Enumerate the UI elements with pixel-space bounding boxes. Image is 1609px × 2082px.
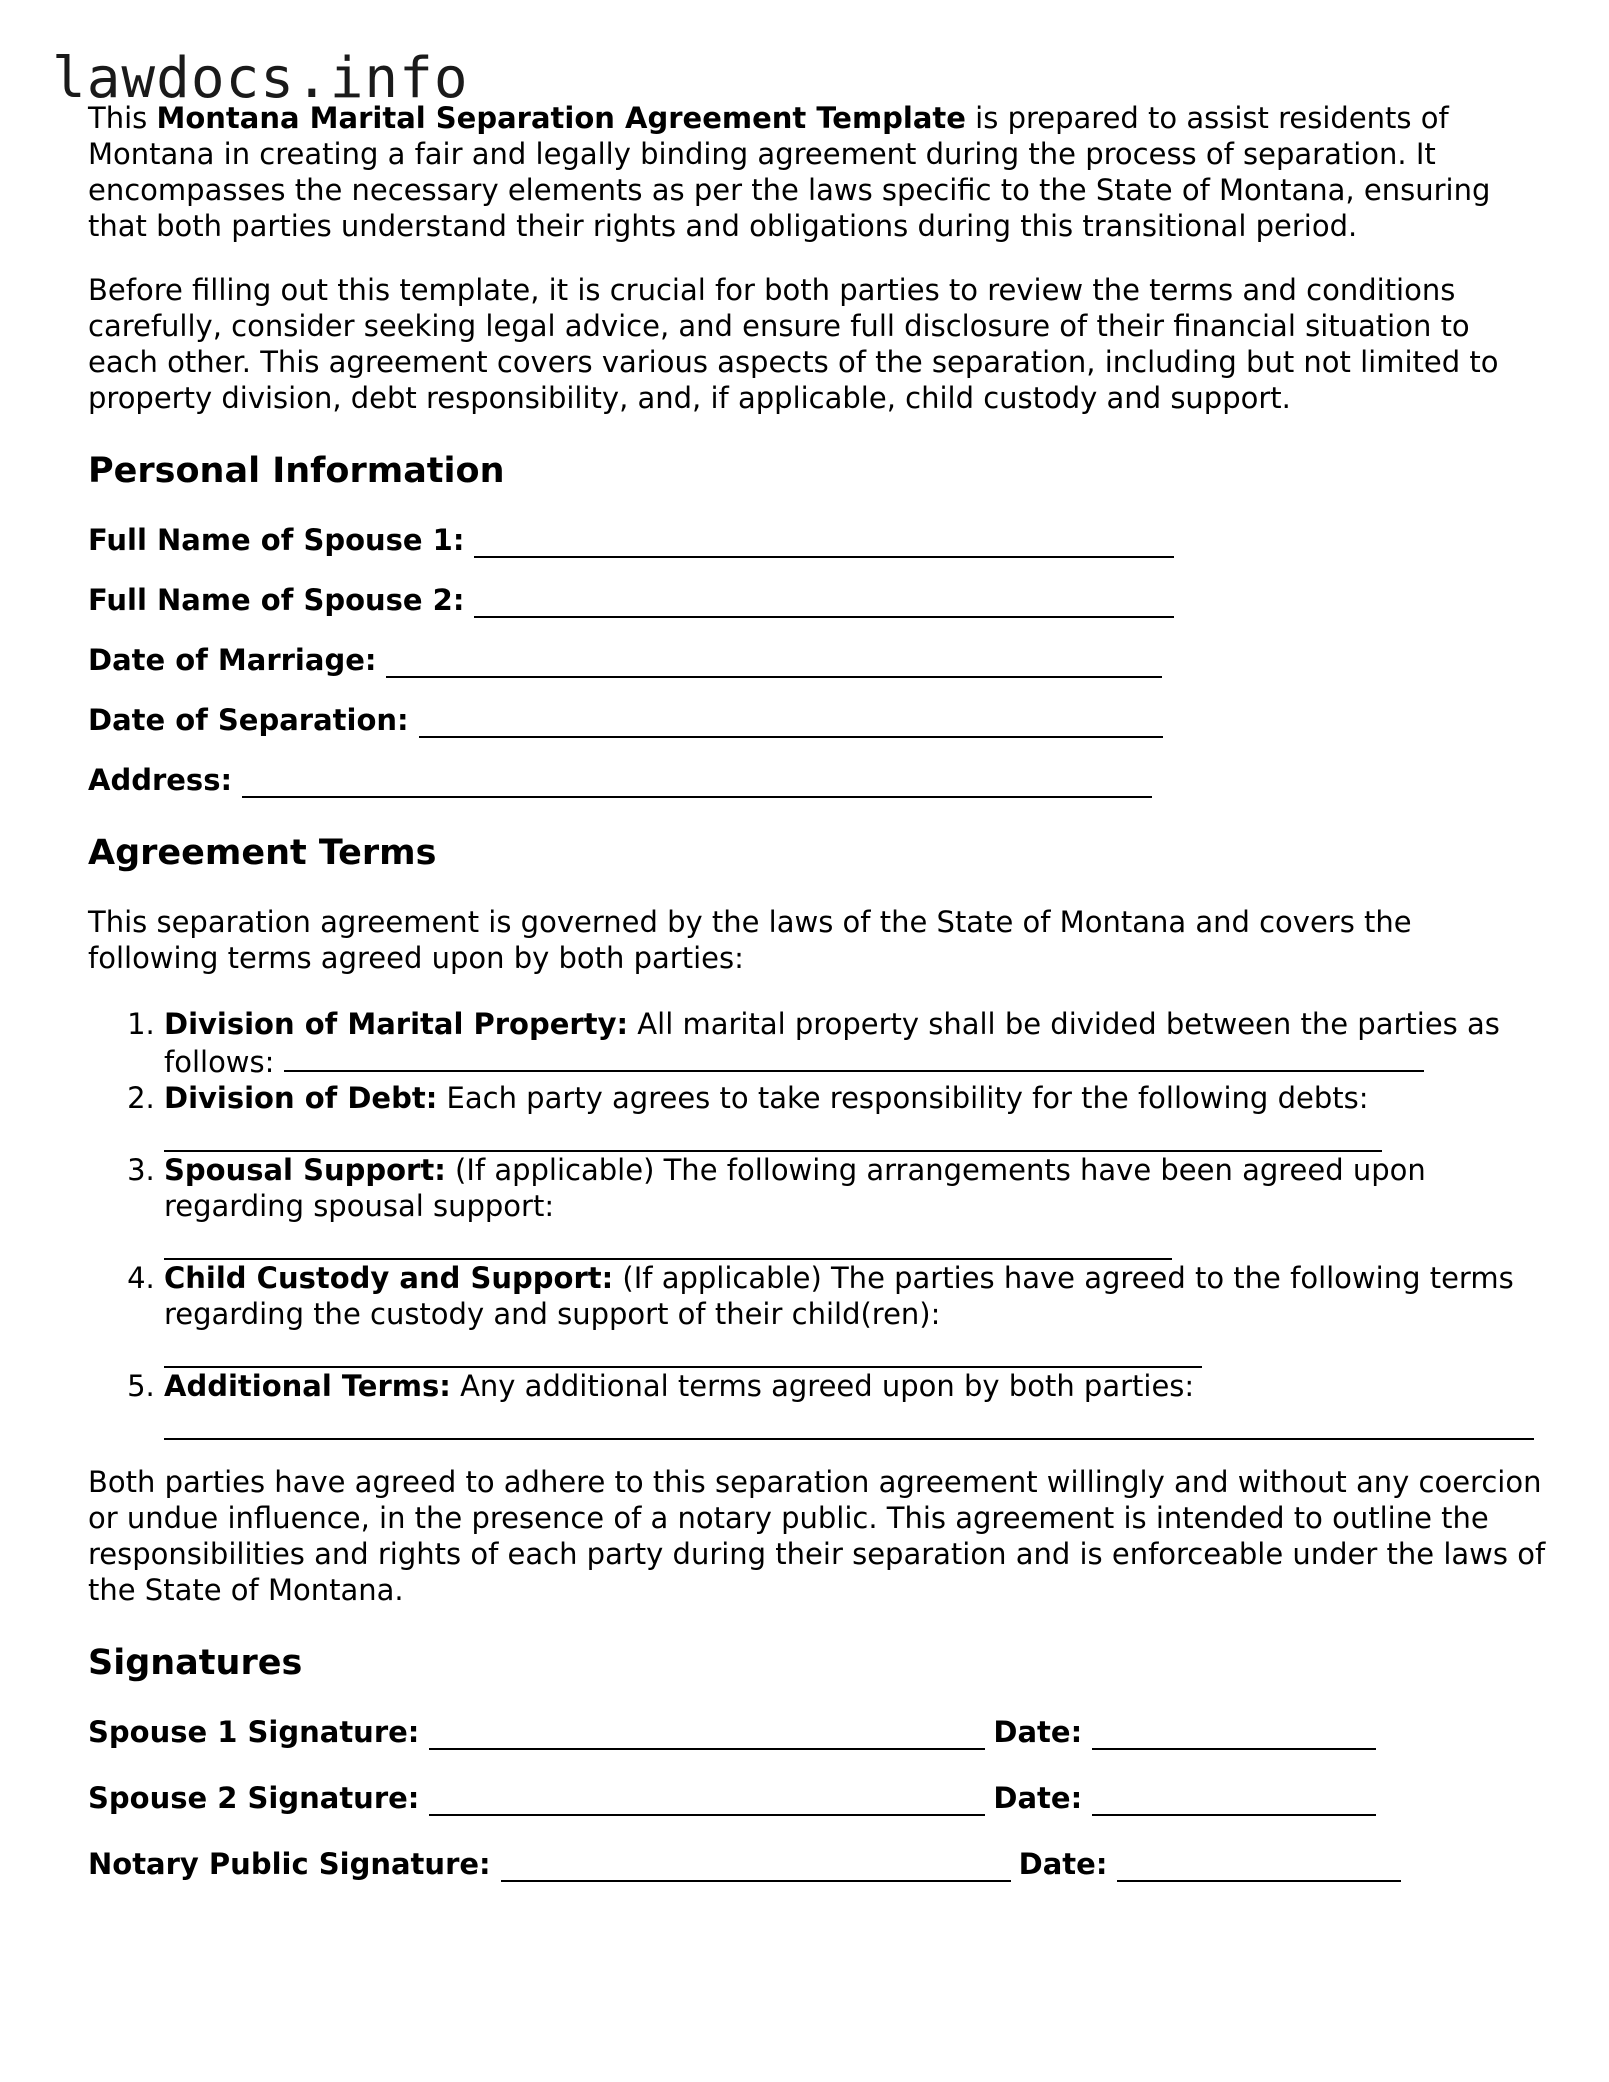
spouse2-date-blank[interactable] bbox=[1092, 1784, 1376, 1816]
marriage-date-field bbox=[88, 642, 1548, 678]
term-spousal-text: (If applicable) The following arrangements have been agreed upon regarding spousal support: bbox=[164, 1153, 1426, 1223]
spouse2-signature-label: Spouse 2 Signature: bbox=[88, 1781, 420, 1815]
closing-paragraph: Both parties have agreed to adhere to this separation agreement willingly and without any coercion or undue influence, in the presence of a notary public. This agreement is intended to outline the responsibilities and rights of each party during their separation and is enforceable under the laws of the State of Montana. bbox=[88, 1465, 1546, 1607]
terms-list bbox=[88, 1006, 1548, 1440]
spouse2-name-label: Full Name of Spouse 2: bbox=[88, 583, 465, 617]
notary-date-label: Date: bbox=[1018, 1847, 1108, 1881]
separation-date-label: Date of Separation: bbox=[88, 703, 409, 737]
separation-date-field bbox=[88, 702, 1548, 738]
spouse2-name-field bbox=[88, 582, 1548, 618]
notary-date-blank[interactable] bbox=[1117, 1850, 1401, 1882]
term-property-blank[interactable] bbox=[284, 1042, 1424, 1072]
notary-signature-row bbox=[88, 1846, 1548, 1882]
intro-paragraph bbox=[88, 100, 1548, 244]
address-field bbox=[88, 762, 1548, 798]
term-debt-title: Division of Debt: bbox=[164, 1081, 438, 1115]
terms-intro: This separation agreement is governed by the laws of the State of Montana and covers the following terms agreed upon by both parties: bbox=[88, 905, 1412, 975]
spouse1-name-blank[interactable] bbox=[474, 526, 1174, 558]
term-property-text: All marital property shall be divided between the parties as follows: bbox=[164, 1007, 1500, 1079]
term-debt-text: Each party agrees to take responsibility for the following debts: bbox=[437, 1081, 1369, 1115]
personal-info-heading: Personal Information bbox=[88, 451, 505, 491]
term-item-spousal bbox=[164, 1152, 1548, 1260]
spouse1-date-blank[interactable] bbox=[1092, 1718, 1376, 1750]
intro-lead: This bbox=[88, 101, 157, 135]
agreement-terms-heading: Agreement Terms bbox=[88, 833, 437, 873]
term-item-custody bbox=[164, 1260, 1548, 1368]
separation-date-blank[interactable] bbox=[419, 706, 1163, 738]
marriage-date-label: Date of Marriage: bbox=[88, 643, 377, 677]
document-page bbox=[88, 100, 1548, 1882]
address-blank[interactable] bbox=[242, 766, 1152, 798]
term-item-debt bbox=[164, 1080, 1548, 1152]
term-debt-blank[interactable] bbox=[164, 1116, 1382, 1152]
spouse1-date-label: Date: bbox=[993, 1715, 1083, 1749]
watermark: lawdocs.info bbox=[52, 46, 469, 111]
term-additional-title: Additional Terms: bbox=[164, 1369, 451, 1403]
spouse2-signature-row bbox=[88, 1780, 1548, 1816]
term-spousal-title: Spousal Support: bbox=[164, 1153, 446, 1187]
term-spousal-blank[interactable] bbox=[164, 1224, 1172, 1260]
spouse1-signature-label: Spouse 1 Signature: bbox=[88, 1715, 420, 1749]
intro-title: Montana Marital Separation Agreement Template bbox=[156, 101, 966, 135]
spouse2-date-label: Date: bbox=[993, 1781, 1083, 1815]
term-item-property bbox=[164, 1006, 1548, 1080]
term-custody-blank[interactable] bbox=[164, 1332, 1202, 1368]
notary-signature-label: Notary Public Signature: bbox=[88, 1847, 491, 1881]
term-custody-text: (If applicable) The parties have agreed to the following terms regarding the custody and support of their child(ren): bbox=[164, 1261, 1514, 1331]
intro-paragraph-2: Before filling out this template, it is crucial for both parties to review the terms and conditions carefully, consider seeking legal advice, and ensure full disclosure of their financial situation to each other. This agreement covers various aspects of the separation, including but not limited to property division, debt responsibility, and, if applicable, child custody and support. bbox=[88, 273, 1499, 415]
spouse1-signature-blank[interactable] bbox=[429, 1718, 985, 1750]
term-additional-text: Any additional terms agreed upon by both parties: bbox=[450, 1369, 1195, 1403]
term-property-title: Division of Marital Property: bbox=[164, 1007, 629, 1041]
spouse2-name-blank[interactable] bbox=[474, 586, 1174, 618]
intro-rest: is prepared to assist residents of Montana in creating a fair and legally binding agreement during the process of separation. It encompasses the necessary elements as per the laws specific to the State of Montana, ensuring that both parties understand their rights and obligations during this transitional period. bbox=[88, 101, 1491, 243]
term-additional-blank[interactable] bbox=[164, 1404, 1534, 1440]
signatures-heading: Signatures bbox=[88, 1643, 303, 1683]
spouse1-signature-row bbox=[88, 1714, 1548, 1750]
notary-signature-blank[interactable] bbox=[501, 1850, 1011, 1882]
spouse1-name-label: Full Name of Spouse 1: bbox=[88, 523, 465, 557]
marriage-date-blank[interactable] bbox=[386, 646, 1162, 678]
spouse2-signature-blank[interactable] bbox=[429, 1784, 985, 1816]
address-label: Address: bbox=[88, 763, 233, 797]
term-custody-title: Child Custody and Support: bbox=[164, 1261, 614, 1295]
term-item-additional bbox=[164, 1368, 1548, 1440]
spouse1-name-field bbox=[88, 522, 1548, 558]
